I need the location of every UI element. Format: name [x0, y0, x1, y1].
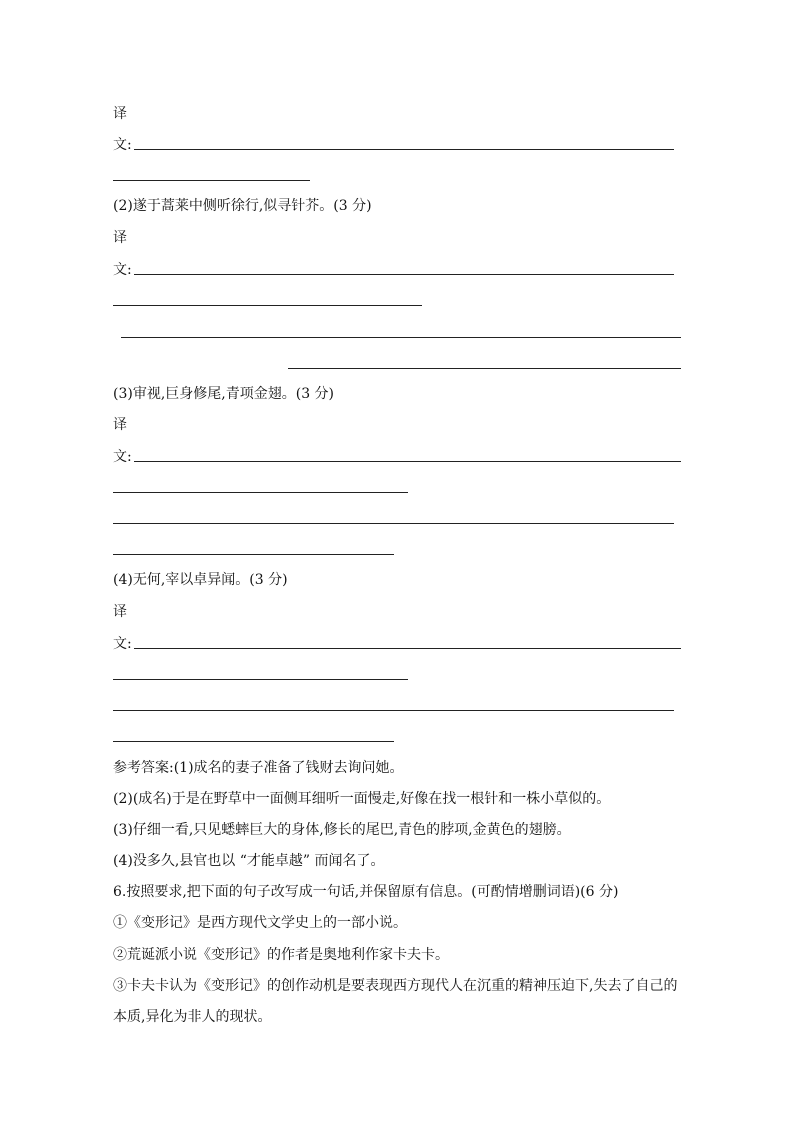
answer-2: (2)(成名)于是在野草中一面侧耳细听一面慢走,好像在找一根针和一株小草似的。	[113, 791, 611, 807]
answer-line[interactable]	[134, 274, 674, 275]
answer-line[interactable]	[121, 337, 681, 338]
answer-line[interactable]	[113, 741, 394, 742]
answer-line[interactable]	[113, 523, 674, 524]
sentence-2: ②荒诞派小说《变形记》的作者是奥地利作家卡夫卡。	[113, 947, 449, 963]
translation-label-wen: 文:	[113, 449, 132, 465]
translation-label-yi: 译	[113, 604, 127, 620]
answer-line[interactable]	[113, 492, 408, 493]
answer-3: (3)仔细一看,只见蟋蟀巨大的身体,修长的尾巴,青色的脖项,金黄色的翅膀。	[113, 822, 571, 838]
question-3: (3)审视,巨身修尾,青项金翅。(3 分)	[113, 386, 335, 402]
answer-line[interactable]	[288, 368, 681, 369]
answer-4: (4)没多久,县官也以 “才能卓越” 而闻名了。	[113, 853, 385, 869]
answer-line[interactable]	[134, 149, 674, 150]
answer-line[interactable]	[113, 180, 310, 181]
sentence-3-line-2: 本质,异化为非人的现状。	[113, 1009, 272, 1025]
question-2: (2)遂于蒿莱中侧听徐行,似寻针芥。(3 分)	[113, 198, 372, 214]
sentence-3-line-1: ③卡夫卡认为《变形记》的创作动机是要表现西方现代人在沉重的精神压迫下,失去了自己的	[113, 978, 678, 994]
translation-label-wen: 文:	[113, 262, 132, 278]
translation-label-yi: 译	[113, 106, 127, 122]
question-4: (4)无何,宰以卓异闻。(3 分)	[113, 572, 288, 588]
answer-line[interactable]	[113, 679, 408, 680]
question-6-prompt: 6.按照要求,把下面的句子改写成一句话,并保留原有信息。(可酌情增删词语)(6 分)	[113, 884, 619, 900]
translation-label-wen: 文:	[113, 137, 132, 153]
answer-line[interactable]	[113, 710, 674, 711]
answer-line[interactable]	[134, 648, 681, 649]
answer-1: 参考答案:(1)成名的妻子准备了钱财去询问她。	[113, 760, 404, 776]
answer-line[interactable]	[134, 461, 681, 462]
translation-label-wen: 文:	[113, 636, 132, 652]
answer-line[interactable]	[113, 554, 394, 555]
translation-label-yi: 译	[113, 417, 127, 433]
sentence-1: ①《变形记》是西方现代文学史上的一部小说。	[113, 915, 407, 931]
answer-line[interactable]	[113, 305, 422, 306]
translation-label-yi: 译	[113, 230, 127, 246]
